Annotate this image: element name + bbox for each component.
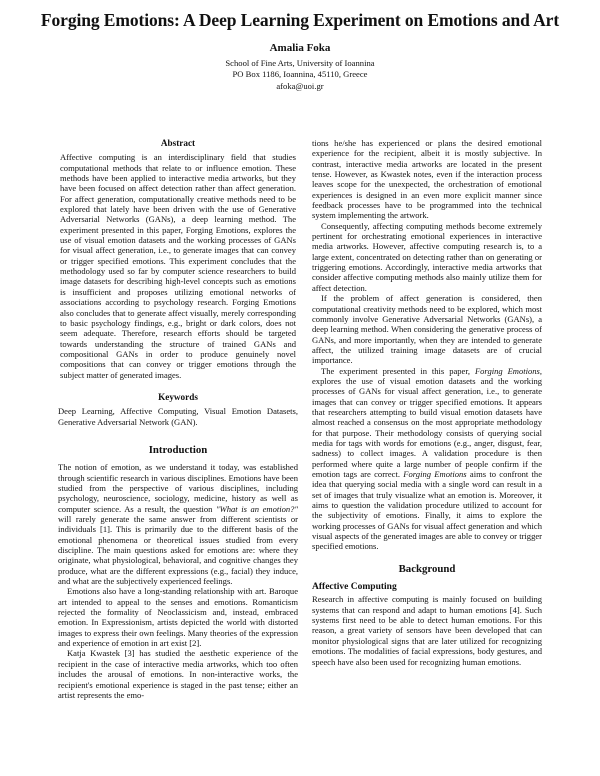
author-email: afoka@uoi.gr [276, 81, 324, 91]
background-heading: Background [398, 562, 456, 575]
right-column [312, 138, 542, 667]
keywords-heading: Keywords [158, 391, 198, 402]
affiliation-line-2: PO Box 1186, Ioannina, 45110, Greece [232, 69, 368, 79]
right-paragraph-2: Consequently, affecting computing methods become extremely pertinent for orchestrating emotional experiences in interactive media artworks. However, affective computing research is, to a large extent, concentrated on detecting rather than on generating or triggering emotions. Accordingly, interactive media artworks that consider affective computing methods also mainly utilize them for affect detection. [312, 220, 542, 293]
right-paragraph-1: tions he/she has experienced or plans the desired emotional experience for the recipient, albeit it is mostly subjective. In contrast, interactive media artworks are located in the present tense. However, as Kwastek notes, even if the interaction process leaves scope for the unexpected, the orchestration of emotional experiences is designed in an even more explicit manner since feedback processes have to be programmed into the technical system implementing the artwork. [312, 138, 542, 221]
left-column [58, 138, 298, 700]
abstract-block [58, 152, 298, 380]
introduction-heading: Introduction [148, 443, 208, 456]
abstract-heading: Abstract [160, 138, 196, 148]
abstract-text: Affective computing is an interdisciplinary field that studies computational methods that relate to or influence emotion. These methods have been applied to interactive media artworks, but they have been focused on affect detection rather than affect generation. For affect generation, computationally creative methods need to be explored that lately have been driven with the use of Generative Adversarial Networks (GANs), a deep learning method. The experiment presented in this paper, Forging Emotions, explores the use of visual emotion datasets and the working processes of GANs for visual affect generation, i.e., to generate images that can convey or trigger specified emotions. This experiment concludes that the methodology used so far by computer science researchers to build image datasets for describing high-level concepts such as emotions is insufficient and proposes utilizing emotional networks of associations according to psychology research. Forging Emotions also concludes that to generate affect visually, merely corresponding to basic psychology findings, e.g., bright or dark colors, does not seem adequate. Therefore, research efforts should be targeted towards understanding the structure of trained GANs and compositional GANs in order to produce genuinely novel compositions that can convey or trigger emotions through the subject matter of generated images. [60, 152, 296, 380]
paper-title: Forging Emotions: A Deep Learning Experiment on Emotions and Art [40, 10, 560, 30]
right-paragraph-4: The experiment presented in this paper, Forging Emotions, explores the use of visual emotion datasets and the working processes of GANs for visual affect generation, i.e., to generate images that can convey or trigger specified emotions. It appears that researchers attempting to build visual emotion datasets have almost reached a consensus on the most appropriate methodology for that purpose. Their methodology consists of querying social media for tags with words for emotions (e.g., anger, disgust, fear, sadness) to collect images. A validation procedure is then performed where quite a large number of people confirm if the emotion tags are correct. Forging Emotions aims to confront the idea that querying social media with a single word can result in a set of images that truly visualize what an emotion is. Moreover, it aims to question the validation procedure utilized to account for the subjectivity of emotions. Finally, it aims to explore the working processes of GANs for visual affect generation and which visual aspects of the generated images are able to convey or trigger specified emotions. [312, 365, 543, 552]
intro-paragraph-2: Emotions also have a long-standing relationship with art. Baroque art intended to appeal to the senses and emotions. Romanticism rejected the formality of Neoclassicism and, instead, embraced emotion. In Expressionism, artists depicted the world with distorted images to express their own feelings. Many theories of the expression and experience of emotion in art exist [2]. [58, 586, 298, 649]
right-paragraph-5: Research in affective computing is mainly focused on building systems that can respond and adapt to human emotions [4]. Such systems first need to be able to detect human emotions. For this reason, a great variety of sensors have been developed that can monitor physiological signs that are later utilized for recognizing emotions. The modalities of facial expressions, body gestures, and speech have also been used for recognizing human emotions. [312, 594, 542, 667]
intro-paragraph-1: The notion of emotion, as we understand it today, was established through scientific research in various disciplines. Emotions have been studied from the perspective of various disciplines, including psychology, neuroscience, sociology, medicine, history as well as computer science. As a result, the question "What is an emotion?" will rarely generate the same answer from different scientists or individuals [1]. This is primarily due to the different basis of the emotional phenomena or theoretical issues studied from every discipline. The main questions asked for emotions are: where they originate, what physiological, behavioral, and cognitive changes they produce, what are the different expressions (e.g., facial) they induce, and what are the subjectively experienced feelings. [58, 462, 299, 587]
right-paragraph-3: If the problem of affect generation is considered, then computational creativity methods need to be explored, which most commonly involve Generative Adversarial Networks (GANs), a deep learning method. When considering the generative process of GANs, and more importantly, when they are intended to generate affect, the utilized training image datasets are of crucial importance. [312, 293, 542, 366]
affiliation-line-1: School of Fine Arts, University of Ioannina [225, 58, 375, 68]
author-name: Amalia Foka [269, 42, 331, 54]
affective-computing-heading: Affective Computing [312, 582, 397, 593]
intro-quote: "What is an emotion?" [216, 503, 299, 514]
keywords-text: Deep Learning, Affective Computing, Visual Emotion Datasets, Generative Adversarial Network (GAN). [58, 406, 298, 427]
intro-paragraph-3: Katja Kwastek [3] has studied the aesthetic experience of the recipient in the case of interactive media artworks, which too often includes the arousal of emotions. In non-interactive works, the recipient's emotional experience is staged in the past tense; either an artist represents the emo- [58, 648, 298, 700]
